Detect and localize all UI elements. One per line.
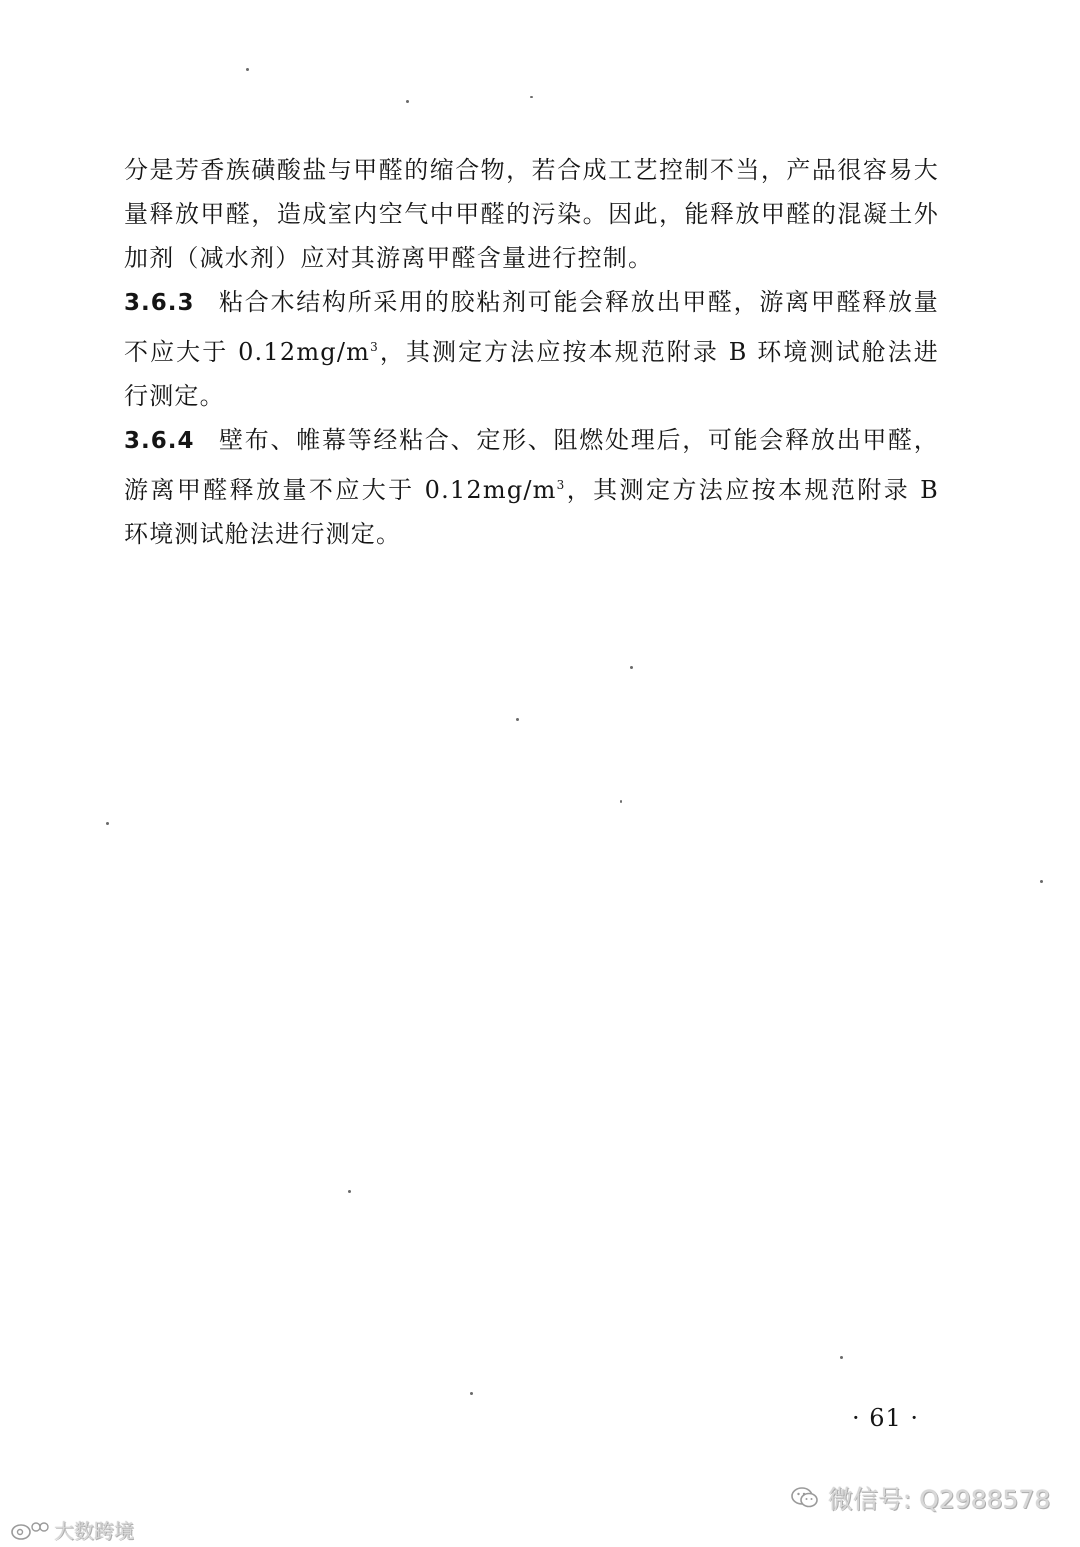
page-number: · 61 · xyxy=(852,1404,920,1432)
paragraph-text: 分是芳香族磺酸盐与甲醛的缩合物，若合成工艺控制不当，产品很容易大量释放甲醛，造成室内空气中甲醛的污染。因此，能释放甲醛的混凝土外加剂（减水剂）应对其游离甲醛含量进行控制。 xyxy=(124,156,939,272)
clause-number: 3.6.3 xyxy=(124,290,195,316)
weibo-icon xyxy=(10,1519,50,1541)
scan-speck xyxy=(406,100,409,103)
wechat-id-text: 微信号: Q2988578 xyxy=(828,1485,1051,1514)
clause-3-6-4 xyxy=(124,418,939,556)
clause-text: ，其测定方法应按本规范附录 B 环境测试舱法进行测定。 xyxy=(124,338,939,410)
clause-text: 壁布、帷幕等经粘合、定形、阻燃处理后，可能会释放出甲醛，游离甲醛释放量不应大于 0.12mg/m xyxy=(124,426,939,504)
unit-superscript: 3 xyxy=(556,478,566,492)
scan-speck xyxy=(106,822,109,825)
clause-text: 粘合木结构所采用的胶粘剂可能会释放出甲醛，游离甲醛释放量不应大于 0.12mg/m xyxy=(124,288,939,366)
body-text xyxy=(124,148,939,556)
paragraph-continuation xyxy=(124,148,939,280)
clause-3-6-3 xyxy=(124,280,939,418)
wechat-icon xyxy=(790,1485,820,1511)
scan-speck xyxy=(630,666,633,669)
scan-speck xyxy=(840,1356,843,1359)
scan-speck xyxy=(620,800,622,803)
wechat-watermark xyxy=(790,1480,1050,1516)
clause-number: 3.6.4 xyxy=(124,428,195,454)
scan-speck xyxy=(470,1392,473,1395)
scan-speck xyxy=(246,68,249,71)
weibo-watermark xyxy=(10,1515,134,1544)
weibo-name-text: 大数跨境 xyxy=(54,1519,134,1543)
scan-speck xyxy=(348,1190,351,1193)
unit-superscript: 3 xyxy=(370,340,379,354)
scan-speck xyxy=(1040,880,1043,883)
scan-speck xyxy=(516,718,519,721)
clause-text: ，其测定方法应按本规范附录 B 环境测试舱法进行测定。 xyxy=(124,476,940,548)
scan-speck xyxy=(530,96,533,98)
